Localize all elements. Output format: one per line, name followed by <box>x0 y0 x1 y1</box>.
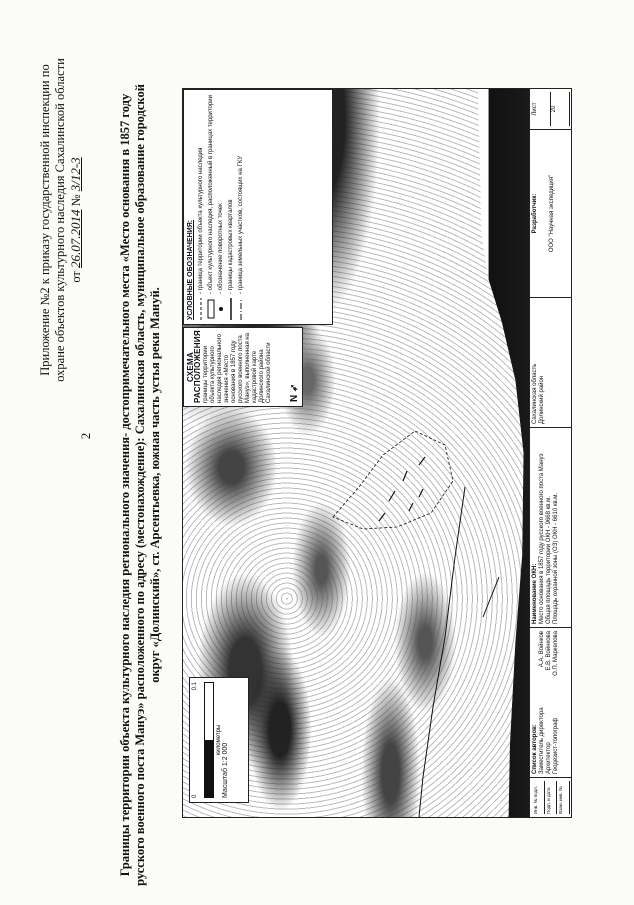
title-block <box>529 89 572 817</box>
legend-item-label: - объект культурного наследия, расположенный в границах территории <box>207 95 214 294</box>
cadastral-quarter-icon <box>227 298 235 320</box>
document-title: Границы территории объекта культурного наследия регионального значения- достопримечательного места «Место основания в 1857 году русского военного поста Мануэ» расположенного по адресу (местонахождение): Сахалинская область, муниципальное образование городской округ «Долинский», ст. Арсентьевка, южная часть устья реки Мануй. <box>118 84 162 886</box>
sheet-number: 20 <box>551 92 570 126</box>
land-plot-icon <box>237 298 245 320</box>
authors-cell <box>530 627 572 777</box>
cadastral-boundary-line <box>419 487 465 817</box>
scale-end: 0.1 <box>192 682 198 691</box>
north-arrow-icon: N ➶ <box>289 383 300 402</box>
scale-label: Масштаб 1:2 000 <box>222 742 229 798</box>
location-scheme-title: СХЕМА РАСПОЛОЖЕНИЯ <box>186 330 202 403</box>
sheet-cell <box>530 89 572 129</box>
region: Сахалинская область <box>532 363 538 424</box>
object-heading: Наименование ОКН: <box>532 563 538 624</box>
area-protection: Площадь охранной зоны (ОЗ) ОКН - 6610 кв.м. <box>553 492 559 624</box>
author-row <box>553 631 560 774</box>
heritage-object-icon <box>207 298 215 320</box>
scale-graphic <box>204 682 214 798</box>
north-label: N <box>289 394 300 402</box>
legend-item-label: - граница земельных участков, состоящих на ГКУ <box>237 155 244 294</box>
legend <box>183 89 333 325</box>
legend-item <box>197 94 205 320</box>
title-block-side <box>530 777 572 817</box>
side-cell: Подп. и дата <box>545 781 558 814</box>
author-name: О.П. Маркелова <box>553 631 559 676</box>
legend-item <box>237 94 245 320</box>
legend-item <box>217 94 225 320</box>
object-cell <box>530 427 572 627</box>
scale-unit: километры <box>216 724 222 756</box>
site-boundary <box>333 431 453 529</box>
annex-line-2: охране объектов культурного наследия Сахалинской области <box>53 58 67 382</box>
author-name: Е.В. Войнкова <box>546 631 552 671</box>
legend-item-label: - граница территории объекта культурного наследия <box>197 147 204 294</box>
legend-item-label: - обозначение поворотных точек <box>217 203 224 294</box>
handwritten-date: 26.07.2014 <box>68 209 83 268</box>
developer-heading: Разработчик: <box>532 193 538 234</box>
annex-line-3 <box>68 0 84 440</box>
author-row <box>539 631 546 774</box>
settlement-marks <box>379 457 425 521</box>
legend-item <box>207 94 215 320</box>
annex-line-1: Приложение №2 к приказу государственной инспекции по <box>38 64 52 376</box>
object-name: Место основания в 1857 году русского военного поста Мануэ <box>539 453 545 624</box>
road-line <box>483 577 499 617</box>
handwritten-number: 3/12-3 <box>68 157 83 192</box>
side-cell: Инв. № подл. <box>532 781 545 814</box>
legend-title: УСЛОВНЫЕ ОБОЗНАЧЕНИЯ: <box>187 219 194 320</box>
author-role: Геодезист-топограф <box>553 717 559 774</box>
area-total: Общая площадь территории ОКН - 9668 кв.м. <box>546 496 552 624</box>
author-role: Заместитель директора <box>539 707 545 774</box>
turning-point-icon <box>217 298 225 320</box>
author-role: Архитектор <box>546 742 552 774</box>
boundary-line-icon <box>197 298 205 320</box>
authors-heading: Список авторов: <box>532 724 538 774</box>
district: Долинский район <box>539 375 545 424</box>
map-sheet <box>182 88 572 818</box>
region-cell <box>530 297 572 427</box>
scale-zero: 0 <box>192 794 198 798</box>
location-scheme-box <box>183 327 303 407</box>
location-scheme-text: границы территории объекта культурного наследия регионального значения «Место основания в 1857 году русского военного поста Мануэ», выполненная на кадастровой карте Долинского района Сахалинской области <box>203 332 272 403</box>
map-sheet-rotated <box>183 89 571 817</box>
legend-item-label: - границы кадастровых кварталов <box>227 199 234 294</box>
page-number: 2 <box>78 432 93 440</box>
sheet-label: Лист <box>532 92 551 126</box>
annex-number-prefix: № <box>69 194 83 207</box>
side-cell: Взам. инв. № <box>557 781 570 814</box>
developer-cell <box>530 129 572 297</box>
author-row <box>546 631 553 774</box>
legend-item <box>227 94 235 320</box>
developer-name: ООО "Научная экспедиция" <box>549 174 555 253</box>
author-name: А.А. Войнков <box>539 631 545 668</box>
annex-date-prefix: от <box>69 271 83 283</box>
scale-bar <box>189 677 249 803</box>
annex-annotation <box>38 0 98 440</box>
